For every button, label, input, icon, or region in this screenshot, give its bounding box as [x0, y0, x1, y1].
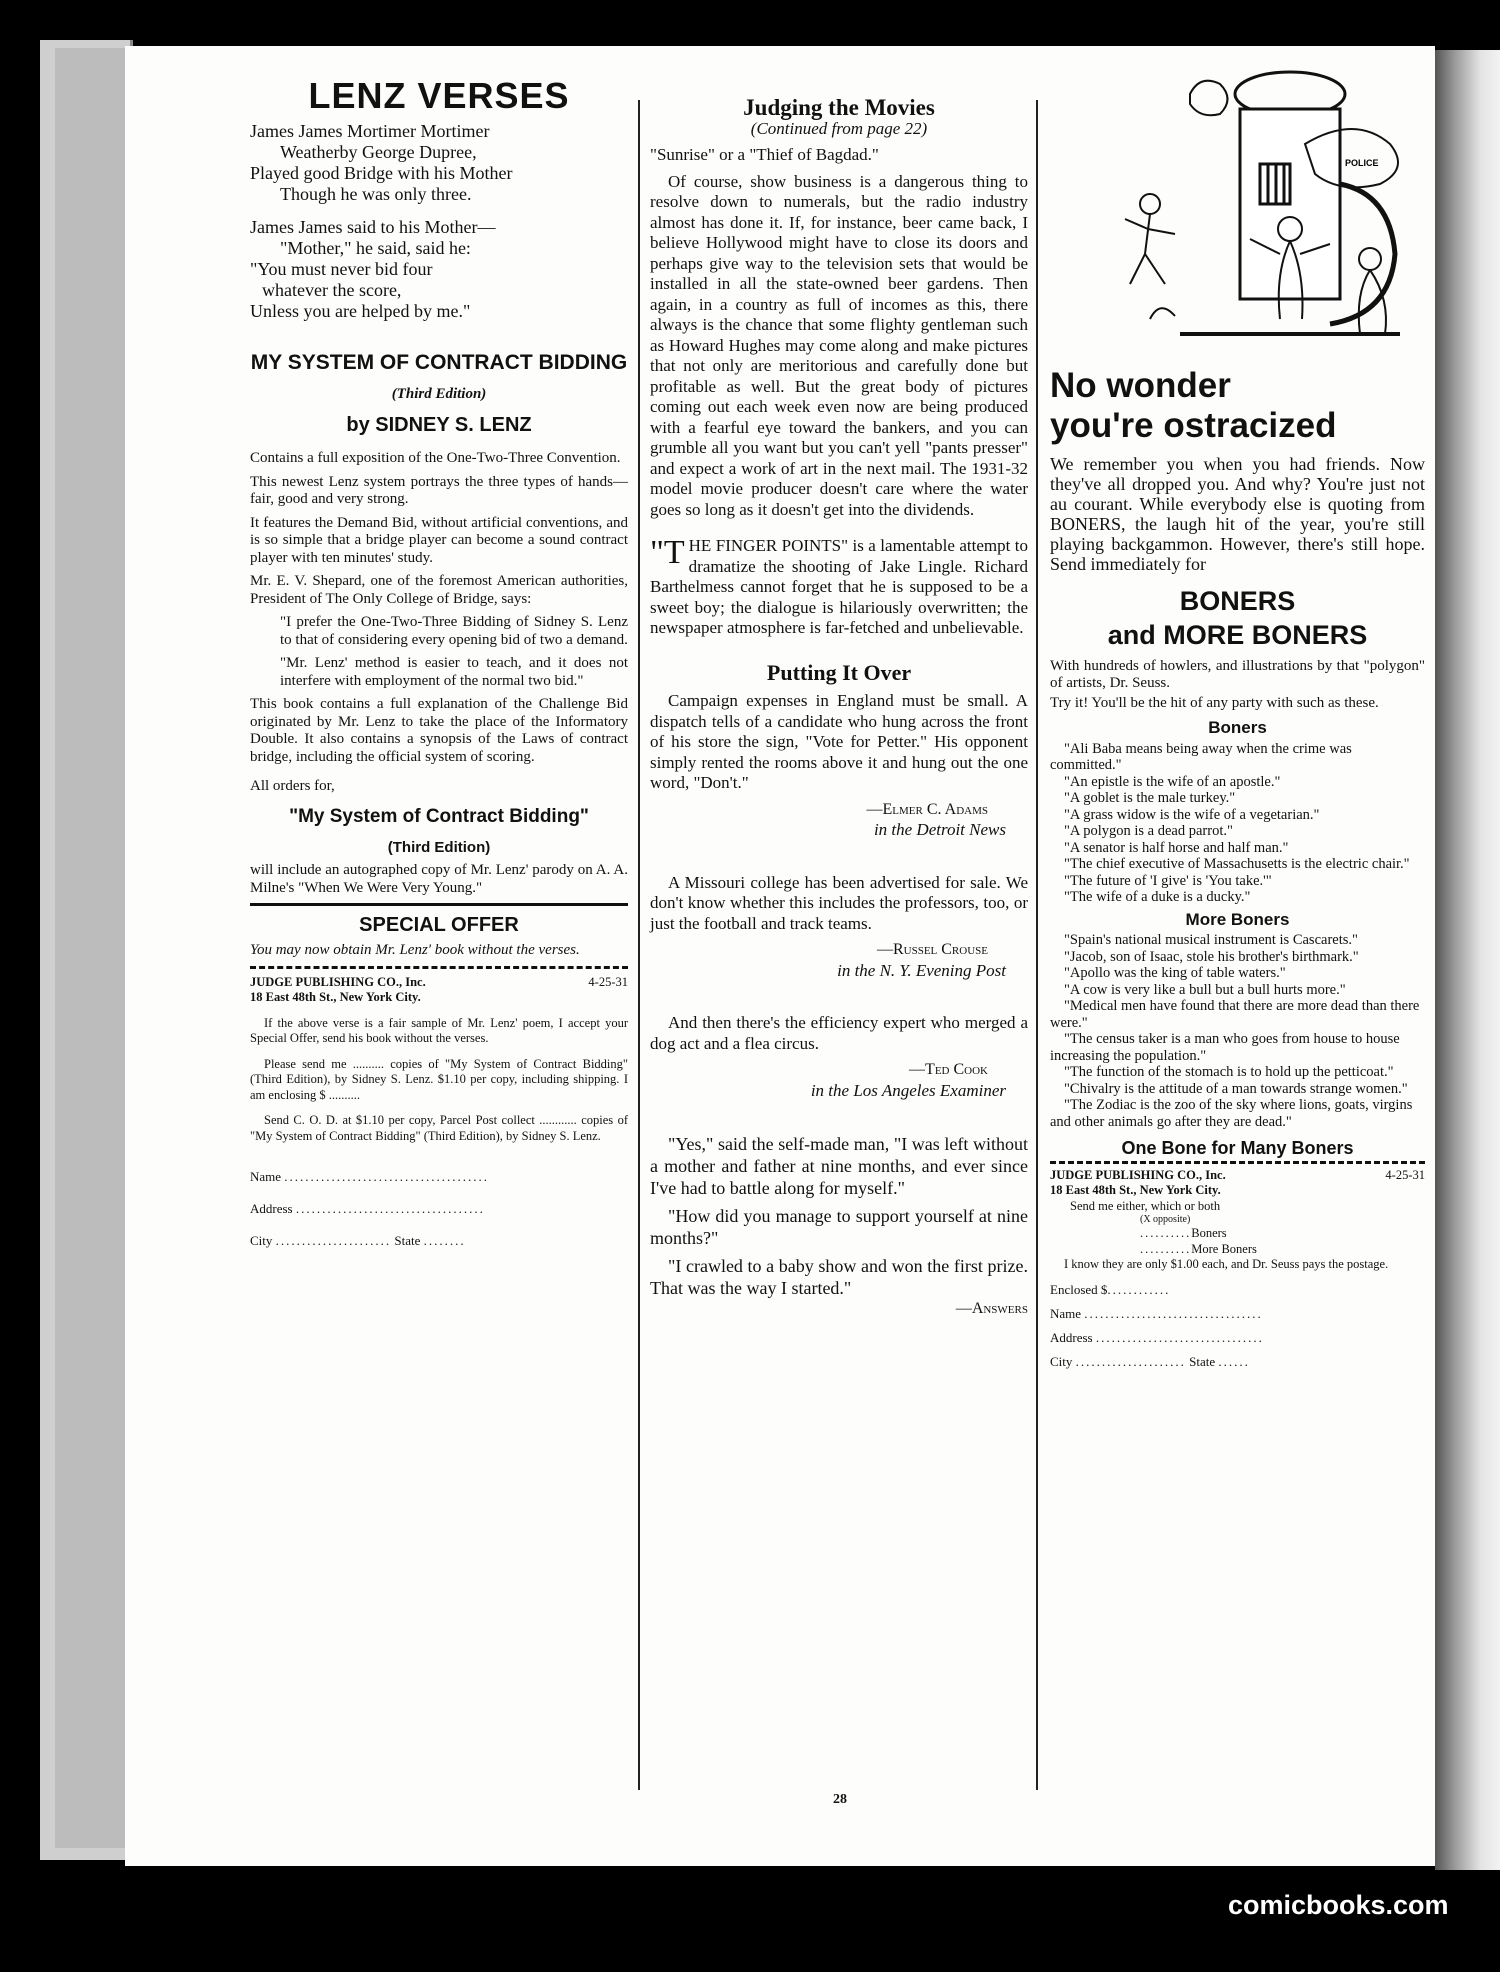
coupon-paragraph: Please send me .......... copies of "My System of Contract Bidding" (Third Edition), by Sidney S. Lenz. $1.10 per copy, including shipping. I am enclosing $ .......... — [250, 1056, 628, 1102]
coupon-address-field[interactable]: Address ................................ — [1050, 1329, 1264, 1345]
orders-intro: All orders for, — [250, 778, 335, 794]
article-paragraph: A Missouri college has been advertised for sale. We don't know whether this includes the professors, too, or just the football and track teams. — [650, 872, 1028, 933]
boner-quote: "An epistle is the wife of an apostle." — [1064, 773, 1281, 790]
poem-line: Though he was only three. — [280, 183, 472, 204]
boner-quote: "A grass widow is the wife of a vegetarian." — [1064, 806, 1320, 823]
boner-quote: "Medical men have found that there are more dead than there were." — [1050, 998, 1420, 1031]
challenge-bid-paragraph: This book contains a full explanation of the Challenge Bid originated by Mr. Lenz to take the place of the Informatory Double. It also contains a synopsis of the Laws of contract bridge, including the official system of scoring. — [250, 696, 628, 765]
coupon-name-field[interactable]: Name ....................................... — [250, 1169, 490, 1184]
boner-quote: "Apollo was the king of table waters." — [1064, 965, 1286, 981]
finger-points-paragraph: "THE FINGER POINTS" is a lamentable attempt to dramatize the shooting of Jake Lingle. Richard Barthelmess cannot forget that he is supposed to be a sweet boy; the dialogue is hilariously overwritten; the newspaper atmosphere is far-fetched and unbelievable. — [650, 534, 1028, 637]
boners-column — [1050, 46, 1425, 1373]
coupon-address-field[interactable]: Address .................................... — [250, 1201, 485, 1216]
shepard-quote: "Mr. Lenz' method is easier to teach, and it does not interfere with employment of the normal two bid." — [280, 655, 628, 689]
boner-quote: "The future of 'I give' is 'You take.'" — [1064, 872, 1272, 889]
orders-title: "My System of Contract Bidding" — [289, 805, 589, 827]
boner-quote: "Chivalry is the attitude of a man towards strange women." — [1064, 1080, 1408, 1097]
more-boners-quote-list — [1050, 932, 1425, 1130]
coupon-city-field[interactable]: City ...................... State ........ — [250, 1233, 466, 1248]
option-more-boners-checkbox[interactable]: ..........More Boners — [1140, 1241, 1257, 1256]
description-paragraph: Contains a full exposition of the One-Two-Three Convention. — [250, 450, 621, 466]
attribution-source: in the Detroit News — [873, 820, 1006, 839]
ad-headline: No wonder you're ostracized — [1050, 365, 1337, 445]
boner-quote: "A senator is half horse and half man." — [1064, 839, 1289, 856]
boner-quote: "The function of the stomach is to hold up the petticoat." — [1064, 1064, 1394, 1080]
poem-line: "Mother," he said, said he: — [280, 237, 471, 258]
boner-quote: "The wife of a duke is a ducky." — [1064, 889, 1251, 905]
coupon-paragraph: Send C. O. D. at $1.10 per copy, Parcel Post collect ............ copies of "My System of Contract Bidding" (Third Edition), by Sidney S. Lenz. — [250, 1113, 628, 1143]
description-paragraph: It features the Demand Bid, without artificial conventions, and is so simple that a bridge player can become a sound contract player with ten minutes' study. — [250, 514, 628, 566]
coupon-company: JUDGE PUBLISHING CO., Inc. — [1050, 1167, 1226, 1182]
coupon-name-field[interactable]: Name .................................. — [1050, 1305, 1263, 1321]
boners-quote-list — [1050, 741, 1425, 906]
illustration-sign: POLICE — [1345, 158, 1379, 168]
article-paragraph: "Sunrise" or a "Thief of Bagdad." — [650, 145, 879, 164]
boner-quote: "A goblet is the male turkey." — [1064, 790, 1236, 806]
coupon-paragraph: If the above verse is a fair sample of Mr. Lenz' poem, I accept your Special Offer, send his book without the verses. — [250, 1015, 628, 1045]
article-paragraph: "How did you manage to support yourself at nine months?" — [650, 1206, 1028, 1248]
special-offer-text: You may now obtain Mr. Lenz' book without the verses. — [250, 942, 580, 958]
lenz-column — [250, 46, 628, 1252]
ad-text: We remember you when you had friends. Now they've all dropped you. And why? You're just not au courant. While everybody else is quoting from BONERS, the laugh hit of the year, you're still playing backgammon. However, there's still hope. Send immediately for — [1050, 453, 1425, 574]
article-paragraph: "I crawled to a baby show and won the first prize. That was the way I started." — [650, 1256, 1028, 1298]
police-station-illustration — [1090, 54, 1420, 354]
page-number: 28 — [833, 1792, 847, 1807]
boner-quote: "Jacob, son of Isaac, stole his brother's birthmark." — [1064, 948, 1359, 965]
boner-quote: "The census taker is a man who goes from house to house increasing the population." — [1050, 1031, 1400, 1064]
coupon-city-field[interactable]: City ..................... State ...... — [1050, 1353, 1250, 1369]
column-rule-2 — [1036, 100, 1038, 1790]
orders-text: will include an autographed copy of Mr. Lenz' parody on A. A. Milne's "When We Were Very Young." — [250, 862, 628, 896]
attribution-source: in the N. Y. Evening Post — [837, 960, 1006, 980]
poem-line: James James Mortimer Mortimer — [250, 120, 490, 141]
boners-try: Try it! You'll be the hit of any party with such as these. — [1050, 694, 1379, 711]
special-offer-title: SPECIAL OFFER — [359, 914, 519, 936]
orders-edition: (Third Edition) — [387, 838, 491, 856]
coupon-cut-line — [1050, 1161, 1425, 1164]
author-line: by SIDNEY S. LENZ — [346, 414, 532, 436]
lenz-coupon[interactable] — [250, 975, 628, 1253]
poem-stanza-2 — [250, 217, 628, 322]
boner-quote: "The chief executive of Massachusetts is the electric chair." — [1064, 856, 1410, 872]
more-boners-subhead: More Boners — [1185, 909, 1290, 929]
boner-quote: "The Zodiac is the zoo of the sky where lions, goats, virgins and other animals go after they are dead." — [1050, 1097, 1413, 1130]
coupon-enclosed-field[interactable]: Enclosed $............ — [1050, 1281, 1171, 1297]
movies-column — [650, 46, 1028, 1320]
description-paragraph: Mr. E. V. Shepard, one of the foremost American authorities, President of The Only College of Bridge, says: — [250, 573, 628, 607]
coupon-send: Send me either, which or both — [1070, 1198, 1221, 1213]
attribution: —Ted Cook — [909, 1061, 988, 1078]
attribution: —Russel Crouse — [876, 941, 988, 958]
boners-subhead: Boners — [1208, 718, 1267, 737]
judging-movies-title: Judging the Movies — [743, 95, 935, 120]
poem-stanza-1 — [250, 121, 628, 205]
column-rule-1 — [638, 100, 640, 1790]
coupon-code: 4-25-31 — [588, 974, 628, 989]
coupon-cut-line — [250, 966, 628, 969]
coupon-company: JUDGE PUBLISHING CO., Inc. — [250, 974, 426, 989]
coupon-address: 18 East 48th St., New York City. — [1050, 1183, 1221, 1197]
edition-label: (Third Edition) — [391, 385, 487, 402]
continued-note: (Continued from page 22) — [750, 118, 928, 138]
boner-quote: "Spain's national musical instrument is Cascarets." — [1064, 932, 1358, 948]
boner-quote: "A polygon is a dead parrot." — [1064, 823, 1233, 839]
putting-it-over-title: Putting It Over — [766, 659, 912, 685]
watermark: comicbooks.com — [1228, 1890, 1449, 1920]
shepard-quote: "I prefer the One-Two-Three Bidding of Sidney S. Lenz to that of considering every opening bid of two a demand. — [280, 614, 628, 648]
boner-quote: "Ali Baba means being away when the crime was committed." — [1050, 740, 1352, 773]
coupon-code: 4-25-31 — [1385, 1167, 1425, 1182]
boners-intro: With hundreds of howlers, and illustrations by that "polygon" of artists, Dr. Seuss. — [1050, 657, 1425, 691]
boner-quote: "A cow is very like a bull but a bull hurts more." — [1064, 981, 1346, 998]
article-paragraph: And then there's the efficiency expert who merged a dog act and a flea circus. — [650, 1013, 1028, 1053]
divider — [250, 903, 628, 906]
attribution: —Elmer C. Adams — [866, 800, 988, 818]
lenz-verses-title: LENZ VERSES — [308, 75, 570, 116]
poem-line: whatever the score, — [262, 279, 402, 300]
option-boners-checkbox[interactable]: ..........Boners — [1140, 1226, 1227, 1240]
attribution: —Answers — [955, 1300, 1028, 1317]
one-bone-subhead: One Bone for Many Boners — [1121, 1138, 1354, 1158]
coupon-opposite: (X opposite) — [1140, 1214, 1191, 1225]
attribution-source: in the Los Angeles Examiner — [810, 1080, 1006, 1100]
article-paragraph: Of course, show business is a dangerous thing to resolve down to numerals, but the radio industry almost has done it. If, for instance, beer came back, I believe Hollywood might have to close its doors and perhaps give way to the television sets that would be installed in all the state-owned beer gardens. Then again, in a country as full of incomes as this, there always is the chance that some flighty gentleman such as Howard Hughes may come along and make pictures that not only are meritorious and carefully done but profitable as well. But the great body of pictures coming out each week even now are being produced with a fearful eye toward the bankers, and you can grumble all you want but you can't yell "pants presser" and expect a work of art in the next mail. The 1931-32 model movie producer doesn't care where the water goes so long as it doesn't get into the dividends. — [650, 171, 1028, 519]
boners-coupon[interactable] — [1050, 1168, 1425, 1373]
coupon-note: I know they are only $1.00 each, and Dr. Seuss pays the postage. — [1064, 1257, 1389, 1271]
book-title: MY SYSTEM OF CONTRACT BIDDING — [250, 350, 628, 374]
poem-line: Unless you are helped by me." — [250, 300, 471, 321]
poem-line: James James said to his Mother— — [250, 216, 496, 237]
boners-title: BONERS and MORE BONERS — [1107, 585, 1368, 650]
book-edge-inner — [55, 48, 135, 1848]
article-paragraph: "Yes," said the self-made man, "I was left without a mother and father at nine months, and ever since I've had to battle along for myself." — [650, 1134, 1028, 1198]
coupon-address: 18 East 48th St., New York City. — [250, 990, 421, 1004]
description-paragraph: This newest Lenz system portrays the three types of hands—fair, good and very strong. — [250, 473, 628, 507]
poem-line: Weatherby George Dupree, — [280, 141, 477, 162]
poem-line: "You must never bid four — [250, 258, 433, 279]
facing-page-shadow — [1435, 50, 1500, 1870]
poem-line: Played good Bridge with his Mother — [250, 162, 513, 183]
article-paragraph: Campaign expenses in England must be small. A dispatch tells of a candidate who hung across the front of his store the sign, "Vote for Petter." His opponent simply rented the rooms above it and hung out the one word, "Don't." — [650, 691, 1028, 792]
